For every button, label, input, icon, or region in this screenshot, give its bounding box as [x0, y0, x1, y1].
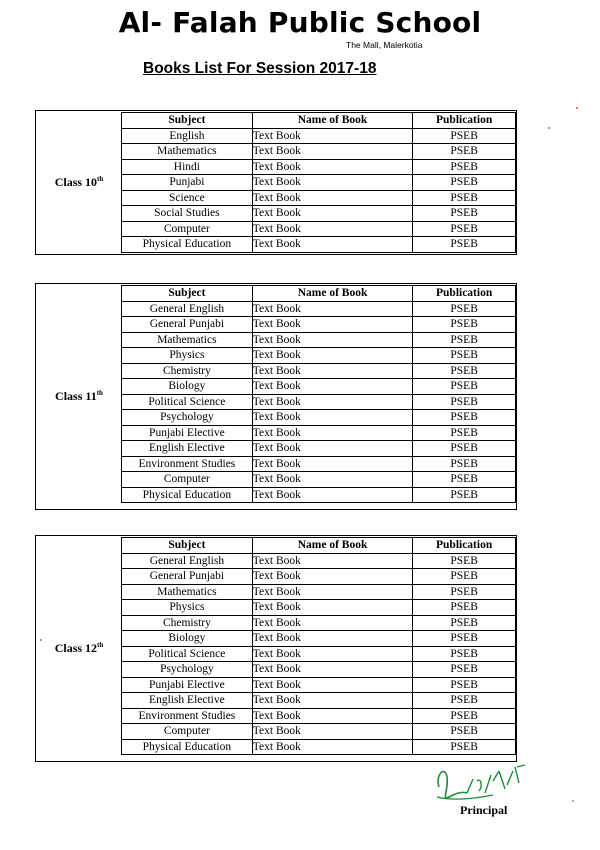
table-row	[122, 441, 516, 457]
cell-subject: Physics	[122, 348, 253, 364]
cell-publication: PSEB	[413, 175, 516, 191]
school-address: The Mall, Malerkotia	[346, 40, 423, 50]
cell-book: Text Book	[252, 317, 412, 333]
school-name: Al- Falah Public School	[118, 6, 482, 39]
cell-publication: PSEB	[413, 237, 516, 253]
cell-book: Text Book	[252, 348, 412, 364]
table-row	[122, 190, 516, 206]
column-header-publication: Publication	[413, 113, 516, 129]
column-header-subject: Subject	[122, 113, 253, 129]
table-row	[122, 584, 516, 600]
cell-book: Text Book	[252, 206, 412, 222]
cell-subject: Psychology	[122, 662, 253, 678]
class-name: Class 11	[55, 388, 97, 403]
cell-publication: PSEB	[413, 553, 516, 569]
class-label	[36, 389, 122, 404]
cell-book: Text Book	[252, 584, 412, 600]
speck	[572, 800, 574, 802]
table-row	[122, 410, 516, 426]
table-row	[122, 332, 516, 348]
cell-publication: PSEB	[413, 615, 516, 631]
cell-subject: Biology	[122, 379, 253, 395]
cell-subject: Mathematics	[122, 584, 253, 600]
table-row	[122, 128, 516, 144]
table-row	[122, 472, 516, 488]
table-row	[122, 569, 516, 585]
table-row	[122, 662, 516, 678]
cell-subject: Environment Studies	[122, 456, 253, 472]
table-row	[122, 363, 516, 379]
books-table	[121, 112, 516, 253]
table-header-row	[122, 113, 516, 129]
cell-book: Text Book	[252, 441, 412, 457]
cell-book: Text Book	[252, 615, 412, 631]
class-suffix: th	[97, 174, 104, 183]
cell-subject: Mathematics	[122, 144, 253, 160]
cell-subject: General English	[122, 301, 253, 317]
table-row	[122, 646, 516, 662]
column-header-publication: Publication	[413, 286, 516, 302]
cell-publication: PSEB	[413, 662, 516, 678]
cell-book: Text Book	[252, 190, 412, 206]
cell-book: Text Book	[252, 472, 412, 488]
table-row	[122, 425, 516, 441]
cell-book: Text Book	[252, 332, 412, 348]
cell-book: Text Book	[252, 363, 412, 379]
cell-subject: English Elective	[122, 693, 253, 709]
cell-subject: Computer	[122, 724, 253, 740]
table-row	[122, 394, 516, 410]
cell-publication: PSEB	[413, 456, 516, 472]
cell-publication: PSEB	[413, 394, 516, 410]
table-row	[122, 708, 516, 724]
cell-publication: PSEB	[413, 301, 516, 317]
column-header-book: Name of Book	[252, 538, 412, 554]
cell-subject: Punjabi Elective	[122, 425, 253, 441]
cell-subject: Physical Education	[122, 487, 253, 503]
cell-book: Text Book	[252, 569, 412, 585]
table-row	[122, 317, 516, 333]
cell-book: Text Book	[252, 221, 412, 237]
column-header-publication: Publication	[413, 538, 516, 554]
cell-book: Text Book	[252, 693, 412, 709]
cell-publication: PSEB	[413, 724, 516, 740]
table-row	[122, 159, 516, 175]
class-suffix: th	[96, 388, 103, 397]
list-title: Books List For Session 2017-18	[143, 60, 377, 77]
cell-publication: PSEB	[413, 487, 516, 503]
cell-publication: PSEB	[413, 410, 516, 426]
books-table	[121, 285, 516, 503]
cell-subject: Psychology	[122, 410, 253, 426]
cell-book: Text Book	[252, 159, 412, 175]
table-row	[122, 739, 516, 755]
cell-book: Text Book	[252, 677, 412, 693]
cell-subject: Punjabi Elective	[122, 677, 253, 693]
table-row	[122, 206, 516, 222]
principal-label: Principal	[460, 803, 508, 817]
class-name: Class 10	[54, 174, 98, 189]
cell-book: Text Book	[252, 379, 412, 395]
cell-book: Text Book	[252, 646, 412, 662]
table-row	[122, 301, 516, 317]
cell-publication: PSEB	[413, 693, 516, 709]
books-table	[121, 537, 516, 755]
table-row	[122, 348, 516, 364]
cell-publication: PSEB	[413, 221, 516, 237]
class-label	[36, 641, 122, 656]
cell-subject: Mathematics	[122, 332, 253, 348]
class-section	[35, 535, 517, 762]
cell-subject: Computer	[122, 472, 253, 488]
principal-signature	[433, 757, 528, 807]
cell-book: Text Book	[252, 724, 412, 740]
cell-book: Text Book	[252, 553, 412, 569]
table-row	[122, 600, 516, 616]
cell-publication: PSEB	[413, 128, 516, 144]
cell-subject: Social Studies	[122, 206, 253, 222]
column-header-subject: Subject	[122, 286, 253, 302]
speck	[548, 127, 550, 129]
cell-subject: English Elective	[122, 441, 253, 457]
cell-publication: PSEB	[413, 425, 516, 441]
cell-publication: PSEB	[413, 569, 516, 585]
cell-book: Text Book	[252, 237, 412, 253]
cell-subject: Hindi	[122, 159, 253, 175]
cell-book: Text Book	[252, 487, 412, 503]
table-row	[122, 553, 516, 569]
table-row	[122, 693, 516, 709]
cell-publication: PSEB	[413, 739, 516, 755]
cell-publication: PSEB	[413, 159, 516, 175]
table-row	[122, 631, 516, 647]
cell-book: Text Book	[252, 301, 412, 317]
speck	[576, 107, 578, 109]
column-header-book: Name of Book	[252, 286, 412, 302]
cell-publication: PSEB	[413, 206, 516, 222]
cell-publication: PSEB	[413, 472, 516, 488]
cell-publication: PSEB	[413, 708, 516, 724]
cell-subject: General Punjabi	[122, 569, 253, 585]
column-header-subject: Subject	[122, 538, 253, 554]
table-row	[122, 175, 516, 191]
cell-subject: Chemistry	[122, 615, 253, 631]
speck	[40, 639, 42, 641]
cell-publication: PSEB	[413, 363, 516, 379]
cell-subject: Political Science	[122, 646, 253, 662]
cell-book: Text Book	[252, 708, 412, 724]
cell-subject: Chemistry	[122, 363, 253, 379]
cell-subject: Science	[122, 190, 253, 206]
cell-subject: General Punjabi	[122, 317, 253, 333]
table-row	[122, 456, 516, 472]
cell-book: Text Book	[252, 394, 412, 410]
table-row	[122, 144, 516, 160]
cell-subject: English	[122, 128, 253, 144]
cell-subject: Physical Education	[122, 237, 253, 253]
cell-book: Text Book	[252, 410, 412, 426]
table-row	[122, 221, 516, 237]
cell-subject: Computer	[122, 221, 253, 237]
cell-publication: PSEB	[413, 144, 516, 160]
cell-subject: Political Science	[122, 394, 253, 410]
cell-subject: Physical Education	[122, 739, 253, 755]
cell-publication: PSEB	[413, 631, 516, 647]
cell-book: Text Book	[252, 128, 412, 144]
class-name: Class 12	[54, 640, 98, 655]
table-row	[122, 487, 516, 503]
cell-book: Text Book	[252, 456, 412, 472]
cell-publication: PSEB	[413, 379, 516, 395]
class-suffix: th	[97, 640, 104, 649]
cell-publication: PSEB	[413, 600, 516, 616]
cell-subject: Environment Studies	[122, 708, 253, 724]
column-header-book: Name of Book	[252, 113, 412, 129]
table-row	[122, 677, 516, 693]
cell-publication: PSEB	[413, 190, 516, 206]
cell-publication: PSEB	[413, 332, 516, 348]
cell-publication: PSEB	[413, 677, 516, 693]
table-row	[122, 724, 516, 740]
cell-book: Text Book	[252, 662, 412, 678]
cell-subject: Punjabi	[122, 175, 253, 191]
cell-book: Text Book	[252, 600, 412, 616]
cell-publication: PSEB	[413, 646, 516, 662]
cell-book: Text Book	[252, 631, 412, 647]
cell-publication: PSEB	[413, 441, 516, 457]
class-section	[35, 110, 517, 255]
class-label	[36, 175, 122, 190]
cell-publication: PSEB	[413, 348, 516, 364]
cell-publication: PSEB	[413, 584, 516, 600]
cell-book: Text Book	[252, 175, 412, 191]
table-row	[122, 379, 516, 395]
cell-book: Text Book	[252, 144, 412, 160]
table-row	[122, 237, 516, 253]
cell-subject: Biology	[122, 631, 253, 647]
cell-book: Text Book	[252, 425, 412, 441]
cell-publication: PSEB	[413, 317, 516, 333]
table-row	[122, 615, 516, 631]
class-section	[35, 283, 517, 510]
table-header-row	[122, 538, 516, 554]
cell-subject: Physics	[122, 600, 253, 616]
cell-subject: General English	[122, 553, 253, 569]
table-header-row	[122, 286, 516, 302]
cell-book: Text Book	[252, 739, 412, 755]
